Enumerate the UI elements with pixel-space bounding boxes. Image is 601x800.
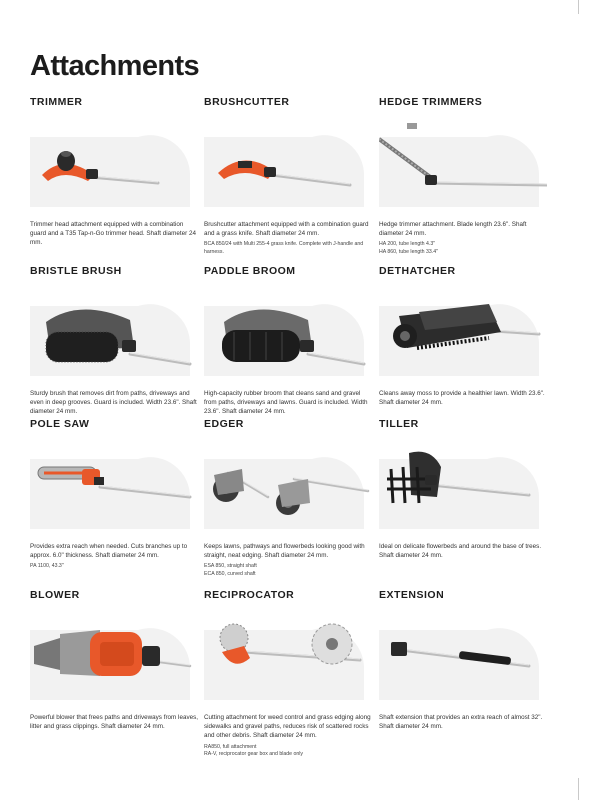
model-note: HA 200, tube length 4.3" (379, 241, 436, 248)
bristle-brush-image-drawing (30, 292, 198, 376)
attachment-description: Cleans away moss to provide a healthier lawn. Width 23.6". Shaft diameter 24 mm. (379, 390, 545, 407)
paddle-broom-image-drawing (204, 292, 372, 376)
edger-image-drawing (204, 445, 372, 529)
trimmer-head-image (30, 123, 198, 207)
hedge-trimmer-image (379, 123, 547, 207)
attachment-title: DETHATCHER (379, 265, 456, 277)
blower-image (30, 616, 198, 700)
attachment-description: Brushcutter attachment equipped with a combination guard and a grass knife. Shaft diameter 24 mm. (204, 221, 369, 238)
tiller-image (379, 445, 547, 529)
pole-saw-image-drawing (30, 445, 198, 529)
attachment-title: PADDLE BROOM (204, 265, 296, 277)
attachment-brushcutter (204, 96, 372, 257)
model-note: RA850, full attachment (204, 743, 257, 750)
attachment-title: HEDGE TRIMMERS (379, 96, 483, 108)
attachment-paddle-broom (204, 265, 372, 417)
reciprocator-image (204, 616, 372, 700)
attachment-model-notes (379, 241, 547, 256)
attachment-edger (204, 418, 372, 579)
blower-image-drawing (30, 616, 198, 700)
crop-mark-bottom (578, 778, 579, 800)
attachment-model-notes (30, 563, 198, 571)
bristle-brush-image (30, 292, 198, 376)
attachment-description: Sturdy brush that removes dirt from paths, driveways and even in deep grooves. Guard is included. Width 23.6". Shaft diameter 24 mm. (30, 390, 197, 416)
dethatcher-image-drawing (379, 292, 547, 376)
paddle-broom-image (204, 292, 372, 376)
brushcutter-image (204, 123, 372, 207)
attachment-model-notes (204, 744, 372, 759)
attachment-description: Cutting attachment for weed control and grass edging along sidewalks and gravel paths, reduces risk of scattered rocks and other debris. Shaft diameter 24 mm. (204, 714, 371, 740)
attachment-description: Trimmer head attachment equipped with a combination guard and a T35 Tap-n-Go trimmer head. Shaft diameter 24 mm. (30, 221, 197, 247)
reciprocator-image-drawing (204, 616, 372, 700)
model-note: HA 860, tube length 33.4" (379, 249, 438, 255)
trimmer-head-image-drawing (30, 123, 198, 207)
attachment-pole-saw (30, 418, 198, 571)
attachment-title: BLOWER (30, 589, 80, 601)
attachment-title: POLE SAW (30, 418, 90, 430)
model-note: BCA 850/24 with Multi 255-4 grass knife. Complete with J-handle and harness. (204, 241, 364, 255)
model-note: PA 1100, 43.3" (30, 563, 64, 570)
attachment-title: TILLER (379, 418, 419, 430)
attachment-description: Hedge trimmer attachment. Blade length 23.6". Shaft diameter 24 mm. (379, 221, 527, 238)
attachment-model-notes (204, 563, 372, 578)
attachment-tiller (379, 418, 547, 560)
attachment-reciprocator (204, 589, 372, 759)
extension-shaft-image (379, 616, 547, 700)
pole-saw-image (30, 445, 198, 529)
attachment-title: EDGER (204, 418, 244, 430)
tiller-image-drawing (379, 445, 547, 529)
edger-image (204, 445, 372, 529)
attachment-description: Powerful blower that frees paths and driveways from leaves, litter and grass clippings. Shaft diameter 24 mm. (30, 714, 198, 731)
model-note: ECA 850, curved shaft (204, 571, 256, 577)
attachment-bristle-brush (30, 265, 198, 417)
attachment-trimmer (30, 96, 198, 248)
attachment-description: High-capacity rubber broom that cleans sand and gravel from paths, driveways and lawns. Guard is included. Width 23.6". Shaft diameter 24 mm. (204, 390, 368, 416)
attachment-title: BRISTLE BRUSH (30, 265, 122, 277)
attachment-hedge-trimmers (379, 96, 547, 257)
attachment-description: Shaft extension that provides an extra reach of almost 32". Shaft diameter 24 mm. (379, 714, 543, 731)
model-note: RA-V, reciprocator gear box and blade only (204, 751, 304, 758)
attachment-description: Ideal on delicate flowerbeds and around the base of trees. Shaft diameter 24 mm. (379, 543, 542, 560)
model-note: ESA 850, straight shaft (204, 563, 257, 570)
attachment-description: Provides extra reach when needed. Cuts branches up to approx. 6.0" thickness. Shaft diameter 24 mm. (30, 543, 188, 560)
attachment-title: TRIMMER (30, 96, 83, 108)
attachment-dethatcher (379, 265, 547, 407)
page-title: Attachments (30, 50, 200, 82)
crop-mark-top (578, 0, 579, 14)
hedge-trimmer-image-drawing (379, 123, 547, 207)
attachment-title: RECIPROCATOR (204, 589, 295, 601)
attachment-title: EXTENSION (379, 589, 445, 601)
attachment-blower (30, 589, 198, 731)
extension-shaft-image-drawing (379, 616, 547, 700)
attachment-title: BRUSHCUTTER (204, 96, 290, 108)
attachment-extension (379, 589, 547, 731)
attachment-model-notes (204, 241, 372, 256)
dethatcher-image (379, 292, 547, 376)
brushcutter-image-drawing (204, 123, 372, 207)
attachment-description: Keeps lawns, pathways and flowerbeds looking good with straight, neat edging. Shaft diameter 24 mm. (204, 543, 365, 560)
